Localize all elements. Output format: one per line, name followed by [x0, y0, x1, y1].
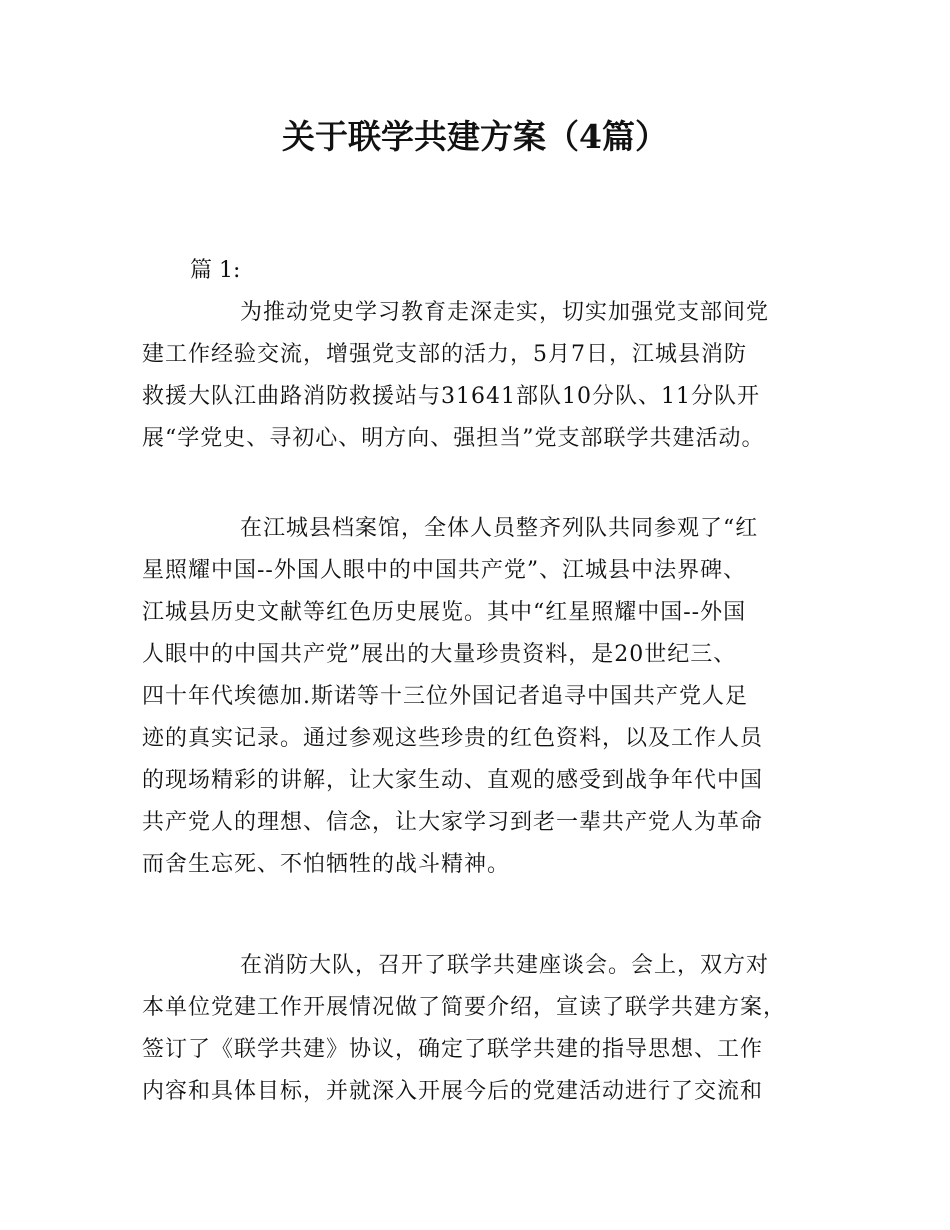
paragraph-line: 的现场精彩的讲解，让大家生动、直观的感受到战争年代中国 — [142, 768, 764, 793]
paragraph-3 — [142, 945, 832, 1113]
paragraph-line: 签订了《联学共建》协议，确定了联学共建的指导思想、工作 — [142, 1037, 764, 1062]
paragraph-line: 救援大队江曲路消防救援站与31641部队10分队、11分队开 — [142, 384, 760, 409]
section-label: 篇 1: — [190, 258, 241, 283]
paragraph-line: 迹的真实记录。通过参观这些珍贵的红色资料，以及工作人员 — [142, 726, 764, 751]
paragraph-line: 建工作经验交流，增强党支部的活力，5月7日，江城县消防 — [142, 342, 747, 367]
paragraph-line: 本单位党建工作开展情况做了简要介绍，宣读了联学共建方案， — [142, 995, 787, 1020]
paragraph-2 — [142, 508, 832, 886]
paragraph-line: 共产党人的理想、信念，让大家学习到老一辈共产党人为革命 — [142, 810, 764, 835]
paragraph-line: 四十年代埃德加.斯诺等十三位外国记者追寻中国共产党人足 — [142, 684, 748, 709]
paragraph-line: 而舍生忘死、不怕牺牲的战斗精神。 — [142, 852, 511, 877]
paragraph-line: 星照耀中国--外国人眼中的中国共产党”、江城县中法界碑、 — [142, 558, 747, 583]
paragraph-line: 在江城县档案馆，全体人员整齐列队共同参观了“红 — [240, 516, 759, 541]
paragraph-line: 在消防大队，召开了联学共建座谈会。会上，双方对 — [240, 953, 770, 978]
paragraph-1 — [142, 292, 832, 460]
paragraph-line: 人眼中的中国共产党”展出的大量珍贵资料，是20世纪三、 — [142, 642, 737, 667]
document-title: 关于联学共建方案（4篇） — [282, 117, 668, 156]
paragraph-line: 内容和具体目标，并就深入开展今后的党建活动进行了交流和 — [142, 1079, 764, 1104]
paragraph-line: 为推动党史学习教育走深走实，切实加强党支部间党 — [240, 300, 770, 325]
paragraph-line: 展“学党史、寻初心、明方向、强担当”党支部联学共建活动。 — [142, 426, 765, 451]
paragraph-line: 江城县历史文献等红色历史展览。其中“红星照耀中国--外国 — [142, 600, 747, 625]
